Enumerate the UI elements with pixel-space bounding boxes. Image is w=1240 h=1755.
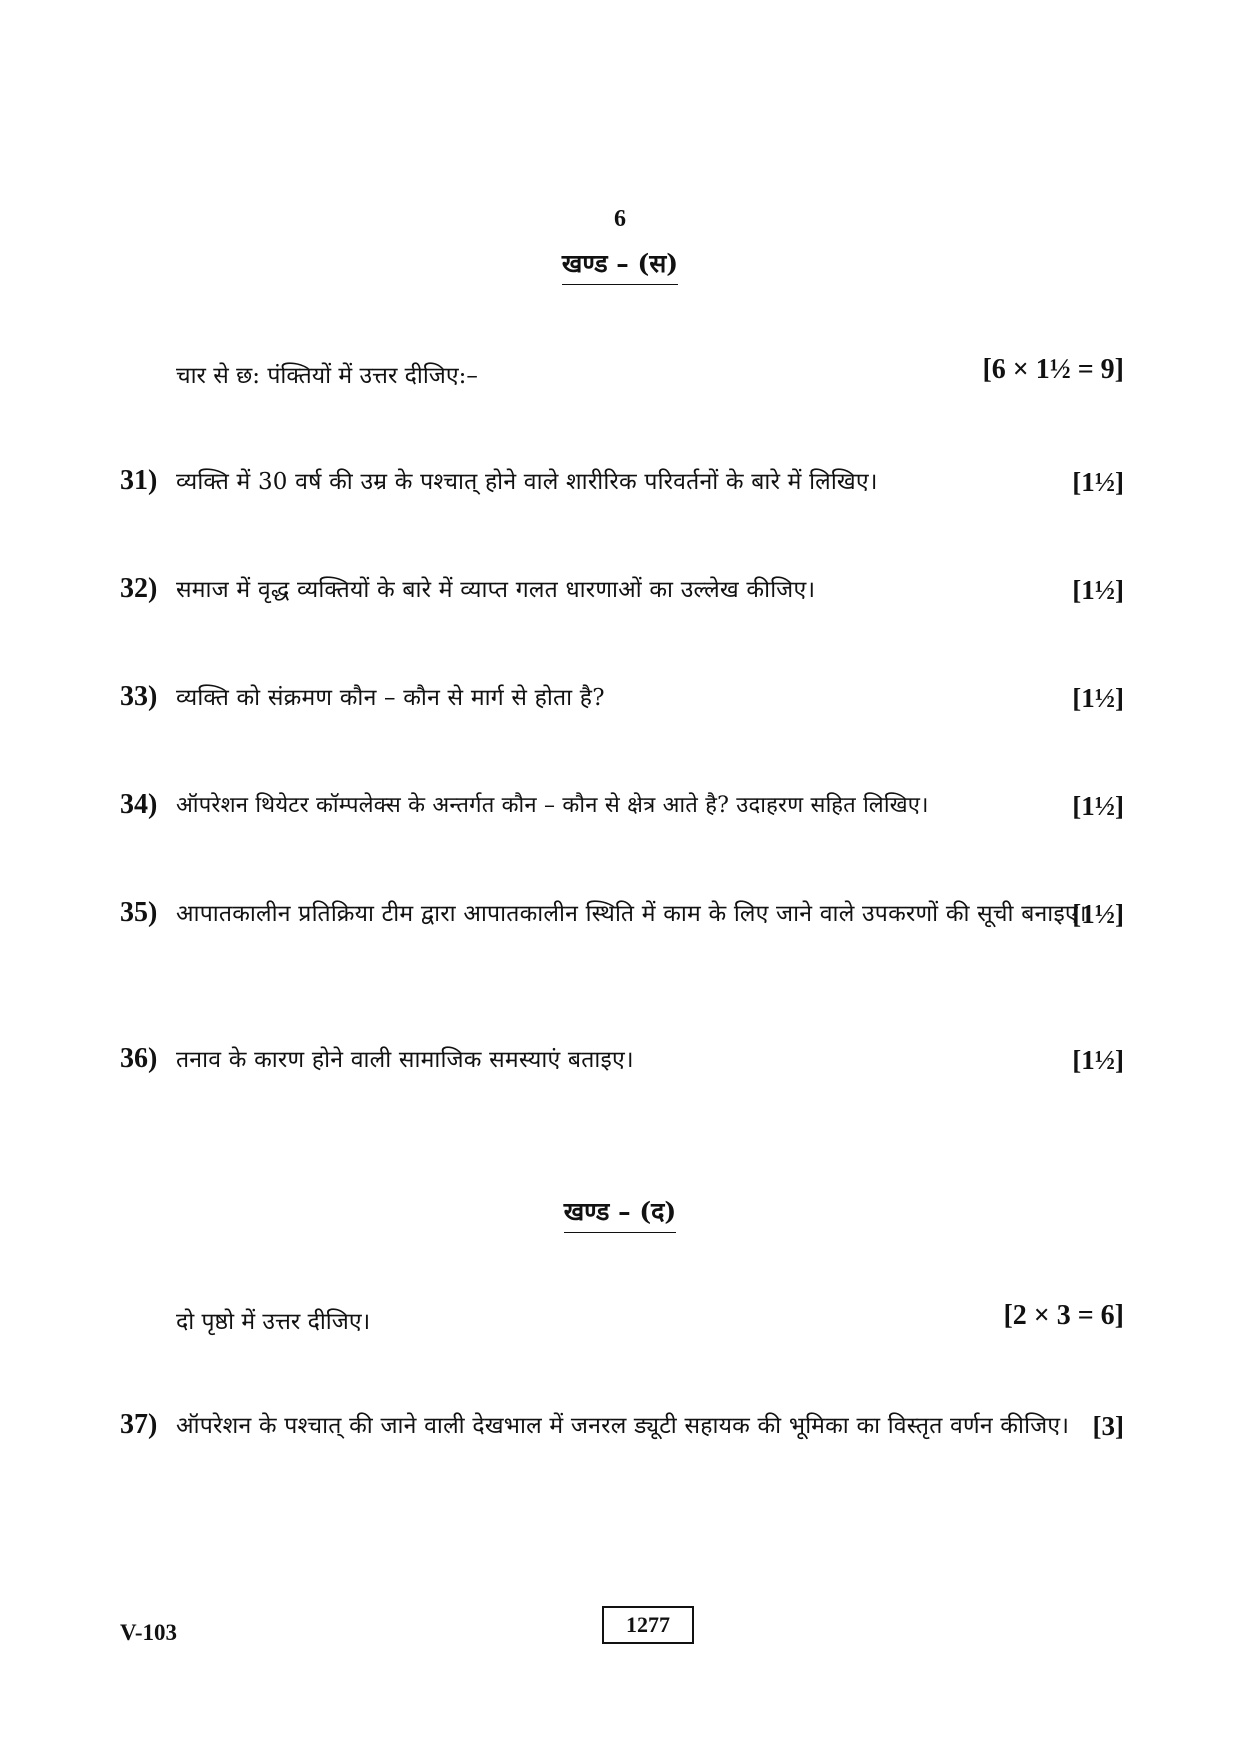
question-number: 31) [120,465,158,496]
question-text: तनाव के कारण होने वाली सामाजिक समस्याएं बताइए। [176,1047,634,1073]
question-number: 36) [120,1043,158,1074]
question-marks: [3] [1092,1411,1124,1441]
question-number: 35) [120,897,158,928]
section-d-marks: [2 × 3 = 6] [1003,1300,1124,1331]
section-d-instruction-text: दो पृष्ठो में उत्तर दीजिए। [176,1309,371,1335]
question-marks: [1½] [1072,467,1124,497]
question-text: व्यक्ति को संक्रमण कौन – कौन से मार्ग से होता है? [176,685,605,711]
question-text: ऑपरेशन के पश्चात् की जाने वाली देखभाल में जनरल ड्यूटी सहायक की भूमिका का विस्तृत वर्णन कीजिए। [176,1413,1070,1439]
section-c-instruction-text: चार से छ: पंक्तियों में उत्तर दीजिए:– [176,363,478,389]
section-heading-d [0,1194,1240,1233]
page-number: 6 [614,206,626,232]
section-heading-d-text: खण्ड – (द) [564,1194,677,1233]
question-text: ऑपरेशन थियेटर कॉम्पलेक्स के अन्तर्गत कौन – कौन से क्षेत्र आते है? उदाहरण सहित लिखिए। [176,793,929,818]
question-number: 34) [120,789,158,820]
question-marks: [1½] [1072,1045,1124,1075]
question-marks: [1½] [1072,575,1124,605]
question-marks: [1½] [1072,683,1124,713]
question-number: 33) [120,681,158,712]
question-text: आपातकालीन प्रतिक्रिया टीम द्वारा आपातकालीन स्थिति में काम के लिए जाने वाले उपकरणों की सूची बनाइए। [176,901,1087,927]
question-number: 32) [120,573,158,604]
question-37 [120,1406,1124,1446]
section-d-instruction [176,1300,1124,1336]
section-c-marks: [6 × 1½ = 9] [982,354,1124,385]
question-35 [120,894,1124,934]
question-31 [120,462,1124,502]
question-33 [120,678,1124,718]
question-36 [120,1040,1124,1080]
question-number: 37) [120,1409,158,1440]
section-heading-c [0,246,1240,285]
question-text: समाज में वृद्ध व्यक्तियों के बारे में व्याप्त गलत धारणाओं का उल्लेख कीजिए। [176,577,816,603]
paper-code: V-103 [120,1620,178,1645]
question-34 [120,786,1124,826]
section-c-instruction [176,354,1124,390]
question-marks: [1½] [1072,899,1124,929]
section-heading-c-text: खण्ड – (स) [562,246,678,285]
footer-number-box: 1277 [602,1606,694,1644]
question-text: व्यक्ति में 30 वर्ष की उम्र के पश्चात् होने वाले शारीरिक परिवर्तनों के बारे में लिखिए। [176,469,878,495]
question-32 [120,570,1124,610]
question-marks: [1½] [1072,791,1124,821]
